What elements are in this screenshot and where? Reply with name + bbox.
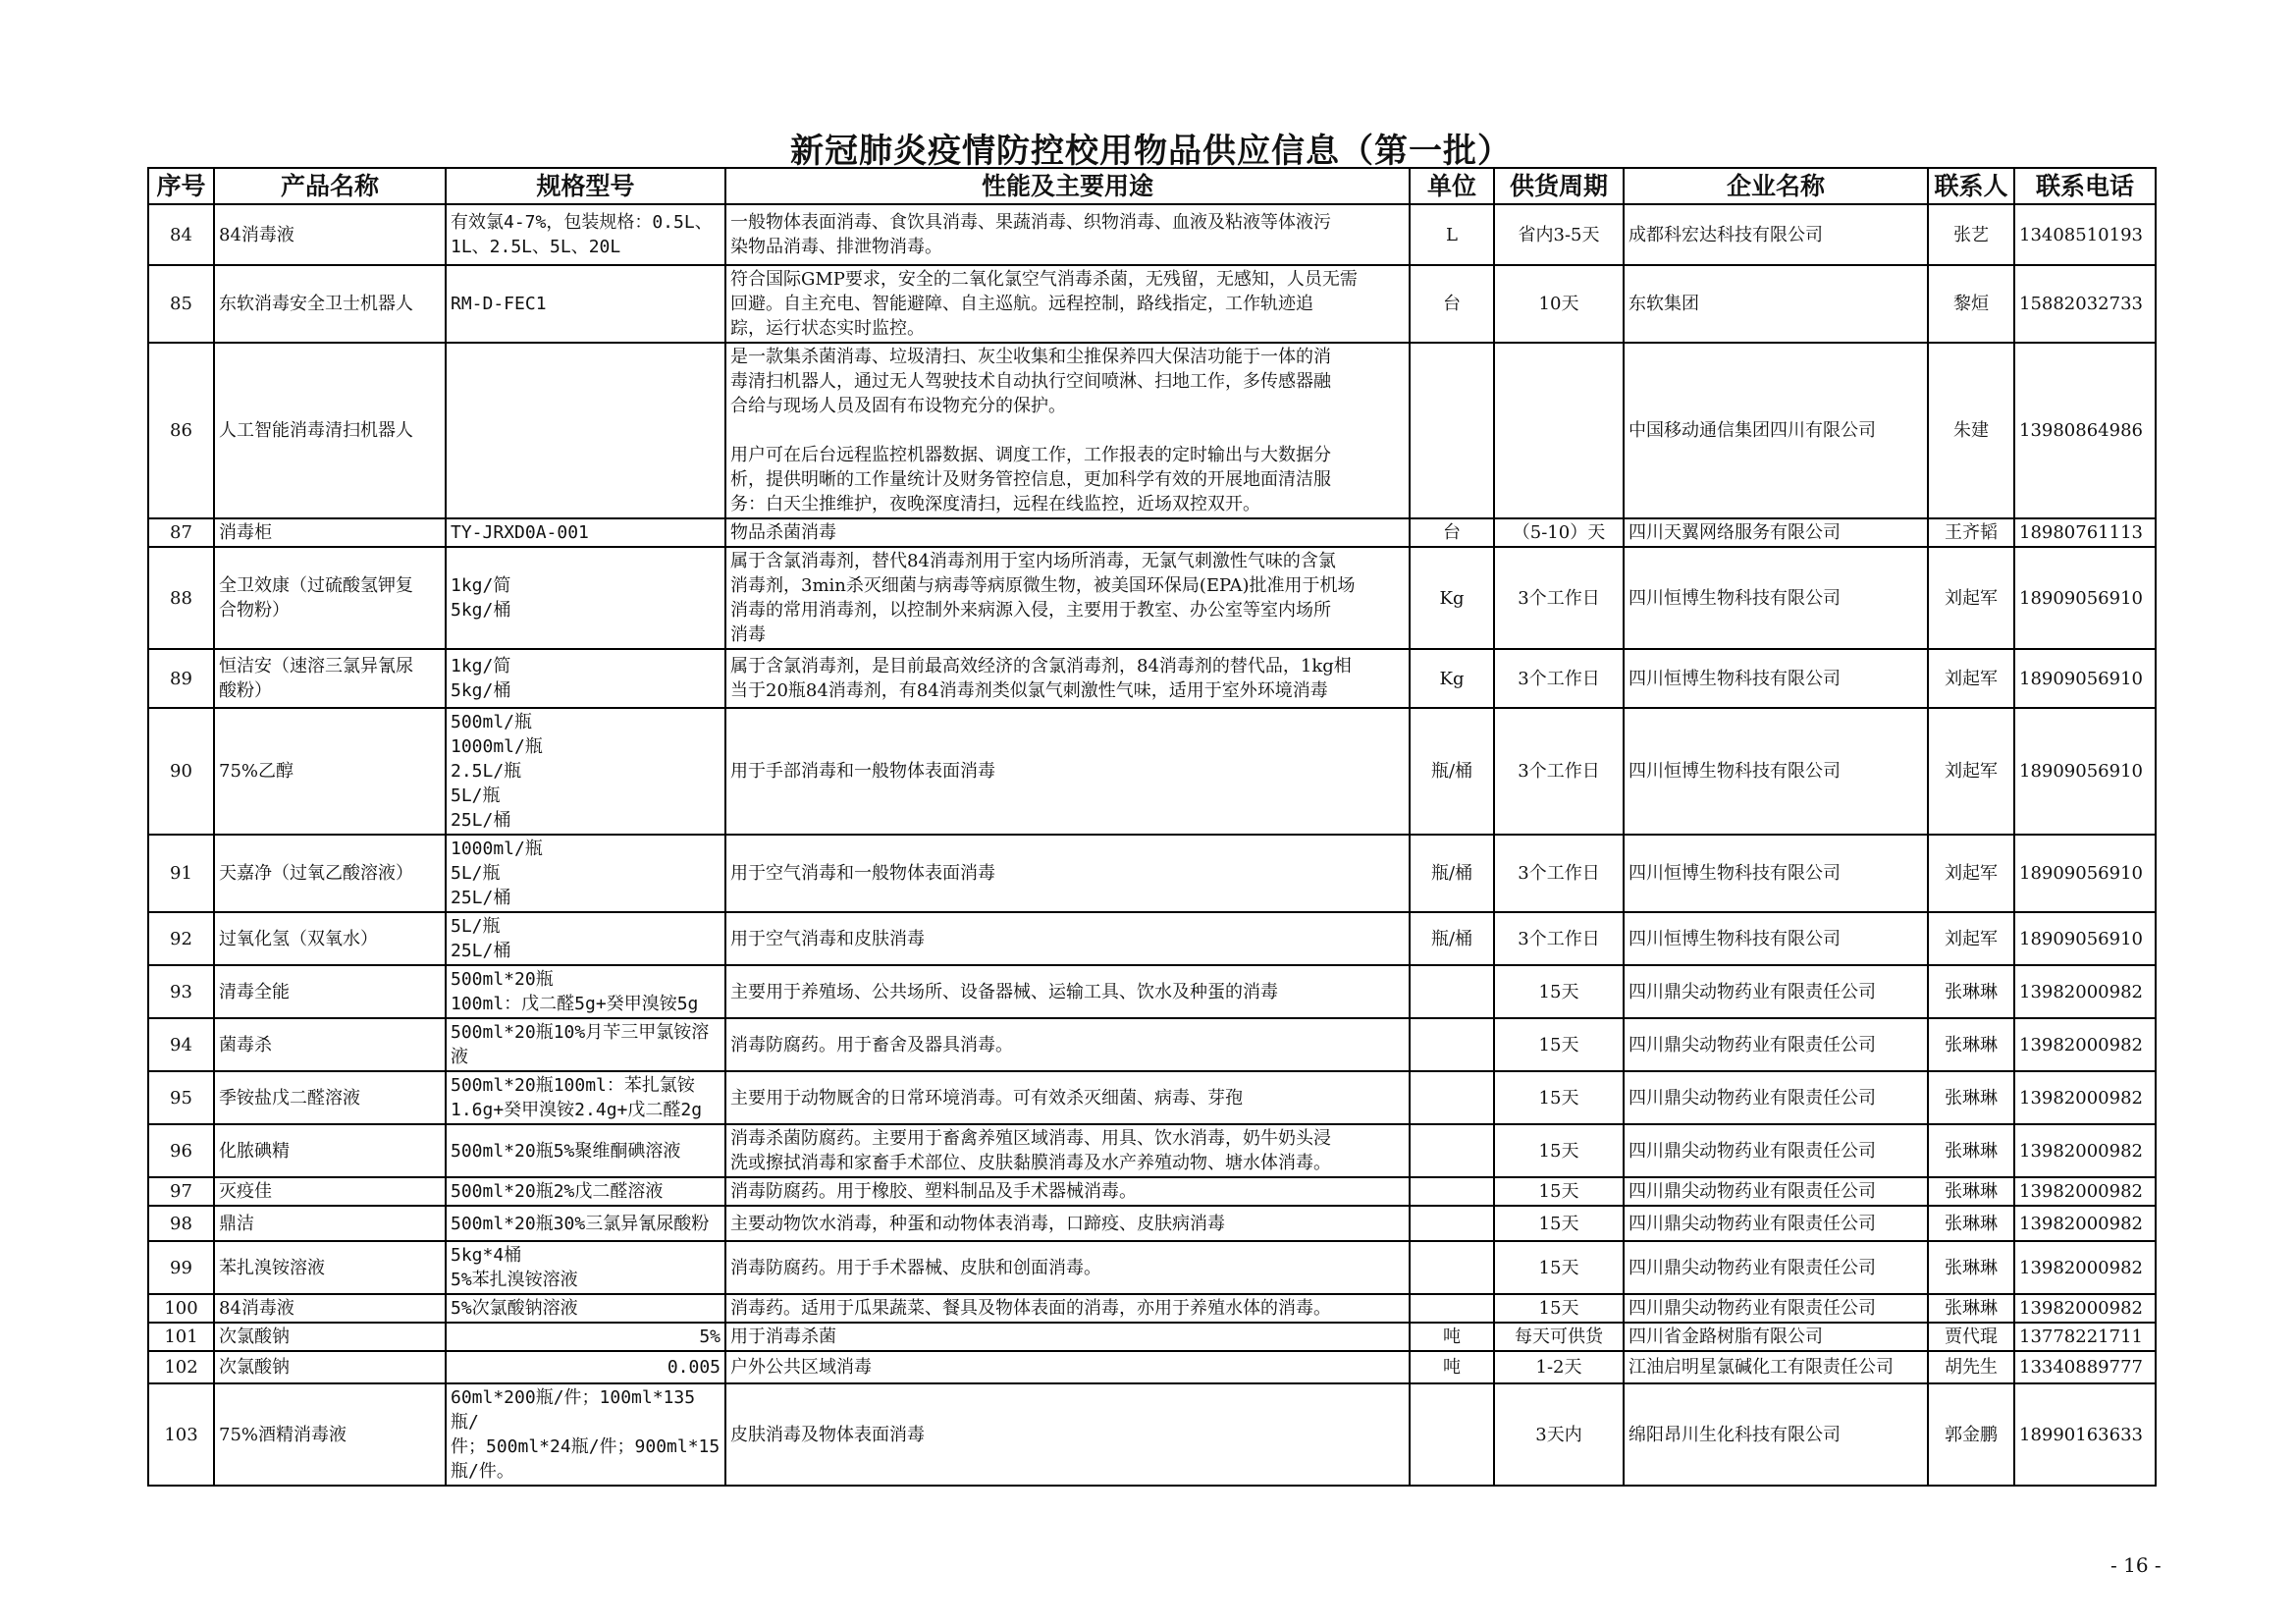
cell-contact: 张琳琳: [1928, 1018, 2014, 1071]
cell-contact: 刘起军: [1928, 649, 2014, 708]
cell-spec: 5%: [446, 1323, 725, 1351]
cell-spec: 500ml*20瓶 100ml：戊二醛5g+癸甲溴铵5g: [446, 965, 725, 1018]
header-no: 序号: [148, 168, 214, 204]
cell-product-name: 75%乙醇: [214, 708, 446, 835]
cell-unit: [1410, 1177, 1494, 1206]
cell-phone: 13340889777: [2014, 1351, 2156, 1383]
cell-product-name: 季铵盐戊二醛溶液: [214, 1071, 446, 1124]
cell-phone: 13408510193: [2014, 204, 2156, 265]
cell-use: 主要用于养殖场、公共场所、设备器械、运输工具、饮水及种蛋的消毒: [725, 965, 1410, 1018]
cell-product-name: 鼎洁: [214, 1206, 446, 1241]
cell-unit: 吨: [1410, 1351, 1494, 1383]
cell-phone: 13982000982: [2014, 1177, 2156, 1206]
cell-spec: TY-JRXD0A-001: [446, 518, 725, 547]
cell-period: 3个工作日: [1494, 912, 1624, 965]
cell-phone: 13980864986: [2014, 343, 2156, 518]
cell-phone: 18909056910: [2014, 547, 2156, 649]
cell-spec: 1000ml/瓶 5L/瓶 25L/桶: [446, 835, 725, 912]
cell-phone: 13982000982: [2014, 965, 2156, 1018]
cell-period: 15天: [1494, 1206, 1624, 1241]
cell-contact: 刘起军: [1928, 912, 2014, 965]
cell-contact: 刘起军: [1928, 708, 2014, 835]
cell-use: 消毒杀菌防腐药。主要用于畜禽养殖区域消毒、用具、饮水消毒，奶牛奶头浸 洗或擦拭消毒和家畜手术部位、皮肤黏膜消毒及水产养殖动物、塘水体消毒。: [725, 1124, 1410, 1177]
cell-use: 用于手部消毒和一般物体表面消毒: [725, 708, 1410, 835]
table-row: [148, 1383, 2156, 1486]
cell-spec: RM-D-FEC1: [446, 265, 725, 343]
cell-unit: [1410, 1071, 1494, 1124]
cell-unit: [1410, 965, 1494, 1018]
table-row: [148, 835, 2156, 912]
table-row: [148, 965, 2156, 1018]
table-row: [148, 649, 2156, 708]
table-row: [148, 1323, 2156, 1351]
cell-product-name: 菌毒杀: [214, 1018, 446, 1071]
table-row: [148, 1124, 2156, 1177]
cell-company: 东软集团: [1624, 265, 1928, 343]
cell-product-name: 人工智能消毒清扫机器人: [214, 343, 446, 518]
cell-no: 88: [148, 547, 214, 649]
supply-table: [147, 167, 2157, 1487]
cell-product-name: 次氯酸钠: [214, 1323, 446, 1351]
cell-phone: 13778221711: [2014, 1323, 2156, 1351]
cell-phone: 18980761113: [2014, 518, 2156, 547]
cell-company: 绵阳昂川生化科技有限公司: [1624, 1383, 1928, 1486]
page-number: - 16 -: [2110, 1553, 2162, 1577]
cell-phone: 13982000982: [2014, 1294, 2156, 1323]
header-phone: 联系电话: [2014, 168, 2156, 204]
cell-unit: 吨: [1410, 1323, 1494, 1351]
cell-use: 消毒防腐药。用于畜舍及器具消毒。: [725, 1018, 1410, 1071]
cell-contact: 刘起军: [1928, 835, 2014, 912]
cell-phone: 18909056910: [2014, 835, 2156, 912]
cell-no: 97: [148, 1177, 214, 1206]
cell-spec: 500ml*20瓶30%三氯异氰尿酸粉: [446, 1206, 725, 1241]
table-row: [148, 1294, 2156, 1323]
cell-spec: 有效氯4-7%，包装规格：0.5L、 1L、2.5L、5L、20L: [446, 204, 725, 265]
cell-contact: 张琳琳: [1928, 1206, 2014, 1241]
cell-period: 15天: [1494, 1294, 1624, 1323]
cell-contact: 郭金鹏: [1928, 1383, 2014, 1486]
cell-product-name: 消毒柜: [214, 518, 446, 547]
cell-unit: Kg: [1410, 547, 1494, 649]
cell-unit: [1410, 1383, 1494, 1486]
cell-no: 93: [148, 965, 214, 1018]
cell-period: 15天: [1494, 1018, 1624, 1071]
cell-no: 92: [148, 912, 214, 965]
table-row: [148, 1206, 2156, 1241]
cell-no: 98: [148, 1206, 214, 1241]
table-row: [148, 912, 2156, 965]
cell-no: 90: [148, 708, 214, 835]
cell-use: 是一款集杀菌消毒、垃圾清扫、灰尘收集和尘推保养四大保洁功能于一体的消 毒清扫机器人，通过无人驾驶技术自动执行空间喷淋、扫地工作，多传感器融 合给与现场人员及固有布设物充分的保护。 用户可在后台远程监控机器数据、调度工作，工作报表的定时输出与大数据分 析，提供明晰的工作量统计及财务管控信息，更加科学有效的开展地面清洁服 务：白天尘推维护，夜晚深度清扫，远程在线监控，近场双控双开。: [725, 343, 1410, 518]
table-row: [148, 1071, 2156, 1124]
cell-period: 3个工作日: [1494, 547, 1624, 649]
cell-use: 属于含氯消毒剂，是目前最高效经济的含氯消毒剂，84消毒剂的替代品，1kg相 当于20瓶84消毒剂，有84消毒剂类似氯气刺激性气味，适用于室外环境消毒: [725, 649, 1410, 708]
cell-no: 94: [148, 1018, 214, 1071]
cell-phone: 13982000982: [2014, 1071, 2156, 1124]
table-row: [148, 265, 2156, 343]
cell-spec: 1kg/简 5kg/桶: [446, 649, 725, 708]
cell-contact: 张琳琳: [1928, 965, 2014, 1018]
cell-company: 四川鼎尖动物药业有限责任公司: [1624, 1071, 1928, 1124]
cell-phone: 18990163633: [2014, 1383, 2156, 1486]
cell-company: 江油启明星氯碱化工有限责任公司: [1624, 1351, 1928, 1383]
cell-use: 消毒防腐药。用于橡胶、塑料制品及手术器械消毒。: [725, 1177, 1410, 1206]
cell-use: 皮肤消毒及物体表面消毒: [725, 1383, 1410, 1486]
cell-product-name: 灭疫佳: [214, 1177, 446, 1206]
cell-phone: 18909056910: [2014, 649, 2156, 708]
cell-company: 四川鼎尖动物药业有限责任公司: [1624, 1124, 1928, 1177]
cell-contact: 贾代琨: [1928, 1323, 2014, 1351]
cell-no: 91: [148, 835, 214, 912]
cell-period: [1494, 343, 1624, 518]
cell-company: 四川恒博生物科技有限公司: [1624, 835, 1928, 912]
cell-spec: 5kg*4桶 5%苯扎溴铵溶液: [446, 1241, 725, 1294]
cell-use: 户外公共区域消毒: [725, 1351, 1410, 1383]
header-company: 企业名称: [1624, 168, 1928, 204]
cell-spec: 0.005: [446, 1351, 725, 1383]
cell-use: 用于消毒杀菌: [725, 1323, 1410, 1351]
table-row: [148, 343, 2156, 518]
cell-phone: 15882032733: [2014, 265, 2156, 343]
table-row: [148, 1177, 2156, 1206]
cell-spec: 500ml/瓶 1000ml/瓶 2.5L/瓶 5L/瓶 25L/桶: [446, 708, 725, 835]
header-unit: 单位: [1410, 168, 1494, 204]
cell-contact: 张琳琳: [1928, 1241, 2014, 1294]
cell-unit: Kg: [1410, 649, 1494, 708]
header-use: 性能及主要用途: [725, 168, 1410, 204]
cell-product-name: 化脓碘精: [214, 1124, 446, 1177]
cell-product-name: 次氯酸钠: [214, 1351, 446, 1383]
cell-company: 四川天翼网络服务有限公司: [1624, 518, 1928, 547]
cell-no: 87: [148, 518, 214, 547]
cell-product-name: 84消毒液: [214, 1294, 446, 1323]
cell-period: 15天: [1494, 965, 1624, 1018]
cell-use: 用于空气消毒和皮肤消毒: [725, 912, 1410, 965]
cell-company: 四川恒博生物科技有限公司: [1624, 912, 1928, 965]
cell-company: 四川鼎尖动物药业有限责任公司: [1624, 965, 1928, 1018]
cell-unit: [1410, 1124, 1494, 1177]
cell-spec: 500ml*20瓶2%戊二醛溶液: [446, 1177, 725, 1206]
cell-unit: 台: [1410, 265, 1494, 343]
table-row: [148, 204, 2156, 265]
header-spec: 规格型号: [446, 168, 725, 204]
cell-phone: 13982000982: [2014, 1018, 2156, 1071]
cell-period: 15天: [1494, 1124, 1624, 1177]
cell-company: 成都科宏达科技有限公司: [1624, 204, 1928, 265]
table-row: [148, 1018, 2156, 1071]
cell-period: （5-10）天: [1494, 518, 1624, 547]
table-row: [148, 518, 2156, 547]
cell-contact: 刘起军: [1928, 547, 2014, 649]
cell-unit: [1410, 343, 1494, 518]
cell-no: 101: [148, 1323, 214, 1351]
cell-phone: 13982000982: [2014, 1124, 2156, 1177]
cell-period: 15天: [1494, 1071, 1624, 1124]
cell-contact: 张琳琳: [1928, 1177, 2014, 1206]
table-row: [148, 547, 2156, 649]
cell-contact: 张琳琳: [1928, 1124, 2014, 1177]
cell-phone: 18909056910: [2014, 708, 2156, 835]
cell-product-name: 恒洁安（速溶三氯异氰尿 酸粉）: [214, 649, 446, 708]
cell-company: 四川省金路树脂有限公司: [1624, 1323, 1928, 1351]
cell-no: 102: [148, 1351, 214, 1383]
cell-company: 四川鼎尖动物药业有限责任公司: [1624, 1177, 1928, 1206]
cell-spec: 500ml*20瓶5%聚维酮碘溶液: [446, 1124, 725, 1177]
cell-product-name: 苯扎溴铵溶液: [214, 1241, 446, 1294]
cell-spec: [446, 343, 725, 518]
cell-product-name: 84消毒液: [214, 204, 446, 265]
cell-company: 四川鼎尖动物药业有限责任公司: [1624, 1241, 1928, 1294]
cell-use: 一般物体表面消毒、食饮具消毒、果蔬消毒、织物消毒、血液及粘液等体液污 染物品消毒、排泄物消毒。: [725, 204, 1410, 265]
cell-contact: 张艺: [1928, 204, 2014, 265]
cell-phone: 18909056910: [2014, 912, 2156, 965]
document-title: 新冠肺炎疫情防控校用物品供应信息（第一批）: [790, 132, 1512, 171]
cell-no: 95: [148, 1071, 214, 1124]
cell-unit: 瓶/桶: [1410, 835, 1494, 912]
cell-spec: 500ml*20瓶10%月苄三甲氯铵溶 液: [446, 1018, 725, 1071]
cell-spec: 1kg/简 5kg/桶: [446, 547, 725, 649]
cell-spec: 60ml*200瓶/件；100ml*135瓶/ 件；500ml*24瓶/件；900ml*15 瓶/件。: [446, 1383, 725, 1486]
cell-unit: [1410, 1018, 1494, 1071]
cell-company: 四川鼎尖动物药业有限责任公司: [1624, 1294, 1928, 1323]
cell-no: 103: [148, 1383, 214, 1486]
cell-product-name: 天嘉净（过氧乙酸溶液）: [214, 835, 446, 912]
header-contact: 联系人: [1928, 168, 2014, 204]
cell-spec: 500ml*20瓶100ml：苯扎氯铵 1.6g+癸甲溴铵2.4g+戊二醛2g: [446, 1071, 725, 1124]
table-row: [148, 1241, 2156, 1294]
header-period: 供货周期: [1494, 168, 1624, 204]
cell-unit: [1410, 1206, 1494, 1241]
cell-contact: 黎烜: [1928, 265, 2014, 343]
cell-phone: 13982000982: [2014, 1206, 2156, 1241]
cell-period: 3个工作日: [1494, 649, 1624, 708]
cell-period: 15天: [1494, 1177, 1624, 1206]
cell-unit: [1410, 1241, 1494, 1294]
cell-period: 3个工作日: [1494, 708, 1624, 835]
header-row: [148, 168, 2156, 204]
cell-unit: 瓶/桶: [1410, 912, 1494, 965]
cell-product-name: 全卫效康（过硫酸氢钾复 合物粉）: [214, 547, 446, 649]
cell-no: 99: [148, 1241, 214, 1294]
cell-unit: [1410, 1294, 1494, 1323]
cell-company: 四川鼎尖动物药业有限责任公司: [1624, 1206, 1928, 1241]
cell-contact: 张琳琳: [1928, 1294, 2014, 1323]
cell-company: 四川鼎尖动物药业有限责任公司: [1624, 1018, 1928, 1071]
cell-no: 84: [148, 204, 214, 265]
cell-period: 10天: [1494, 265, 1624, 343]
cell-contact: 胡先生: [1928, 1351, 2014, 1383]
cell-period: 省内3-5天: [1494, 204, 1624, 265]
cell-use: 主要动物饮水消毒，种蛋和动物体表消毒，口蹄疫、皮肤病消毒: [725, 1206, 1410, 1241]
cell-use: 主要用于动物厩舍的日常环境消毒。可有效杀灭细菌、病毒、芽孢: [725, 1071, 1410, 1124]
cell-contact: 朱建: [1928, 343, 2014, 518]
cell-use: 用于空气消毒和一般物体表面消毒: [725, 835, 1410, 912]
cell-no: 86: [148, 343, 214, 518]
cell-period: 3天内: [1494, 1383, 1624, 1486]
cell-use: 消毒防腐药。用于手术器械、皮肤和创面消毒。: [725, 1241, 1410, 1294]
cell-use: 属于含氯消毒剂，替代84消毒剂用于室内场所消毒，无氯气刺激性气味的含氯 消毒剂，3min杀灭细菌与病毒等病原微生物，被美国环保局(EPA)批准用于机场 消毒的常用消毒剂，以控制外来病源入侵，主要用于教室、办公室等室内场所 消毒: [725, 547, 1410, 649]
table-row: [148, 708, 2156, 835]
cell-spec: 5%次氯酸钠溶液: [446, 1294, 725, 1323]
cell-period: 每天可供货: [1494, 1323, 1624, 1351]
cell-company: 四川恒博生物科技有限公司: [1624, 649, 1928, 708]
cell-unit: 台: [1410, 518, 1494, 547]
cell-company: 四川恒博生物科技有限公司: [1624, 547, 1928, 649]
cell-product-name: 75%酒精消毒液: [214, 1383, 446, 1486]
cell-use: 符合国际GMP要求，安全的二氧化氯空气消毒杀菌，无残留，无感知，人员无需 回避。自主充电、智能避障、自主巡航。远程控制，路线指定，工作轨迹追 踪，运行状态实时监控。: [725, 265, 1410, 343]
cell-unit: L: [1410, 204, 1494, 265]
cell-product-name: 清毒全能: [214, 965, 446, 1018]
cell-no: 85: [148, 265, 214, 343]
cell-period: 3个工作日: [1494, 835, 1624, 912]
table-row: [148, 1351, 2156, 1383]
header-name: 产品名称: [214, 168, 446, 204]
cell-company: 四川恒博生物科技有限公司: [1624, 708, 1928, 835]
cell-no: 100: [148, 1294, 214, 1323]
cell-contact: 王齐韬: [1928, 518, 2014, 547]
cell-company: 中国移动通信集团四川有限公司: [1624, 343, 1928, 518]
cell-period: 15天: [1494, 1241, 1624, 1294]
cell-phone: 13982000982: [2014, 1241, 2156, 1294]
cell-product-name: 过氧化氢（双氧水）: [214, 912, 446, 965]
cell-product-name: 东软消毒安全卫士机器人: [214, 265, 446, 343]
cell-contact: 张琳琳: [1928, 1071, 2014, 1124]
cell-use: 物品杀菌消毒: [725, 518, 1410, 547]
cell-no: 96: [148, 1124, 214, 1177]
cell-unit: 瓶/桶: [1410, 708, 1494, 835]
cell-spec: 5L/瓶 25L/桶: [446, 912, 725, 965]
cell-period: 1-2天: [1494, 1351, 1624, 1383]
cell-no: 89: [148, 649, 214, 708]
cell-use: 消毒药。适用于瓜果蔬菜、餐具及物体表面的消毒，亦用于养殖水体的消毒。: [725, 1294, 1410, 1323]
